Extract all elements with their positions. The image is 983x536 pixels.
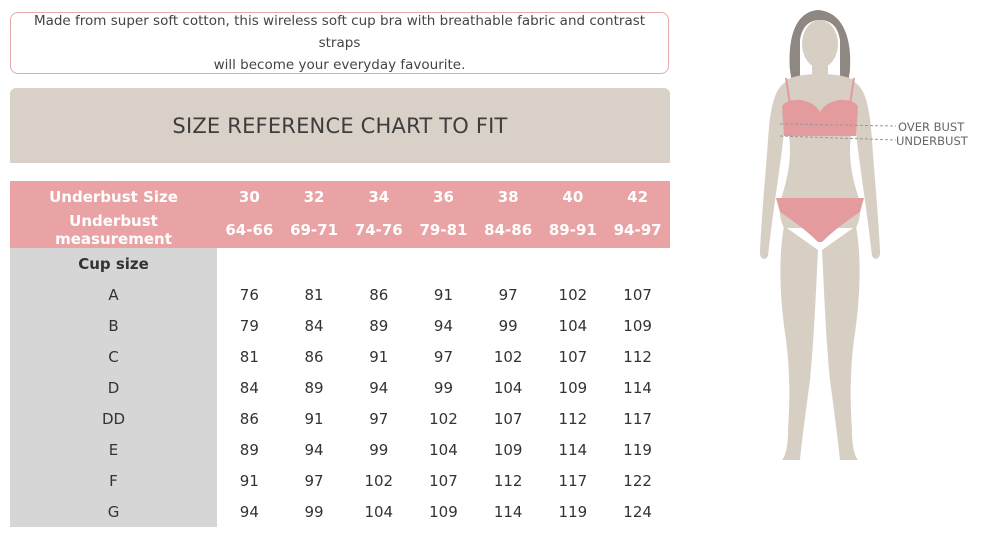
cup-size-label: Cup size — [10, 248, 217, 279]
bust-measurement-cell: 114 — [493, 502, 523, 521]
cup-size-cell: G — [10, 496, 217, 527]
bust-measurement-cell: 94 — [433, 316, 453, 335]
cup-row — [10, 434, 670, 465]
bust-measurement-cell: 104 — [558, 316, 588, 335]
bust-measurement-cell: 122 — [623, 471, 652, 490]
cup-size-cell: DD — [10, 403, 217, 434]
bust-measurement-cell: 89 — [369, 316, 389, 335]
bust-measurement-cell: 94 — [369, 378, 389, 397]
bust-measurement-cell: 109 — [623, 316, 652, 335]
bust-measurement-cell: 97 — [369, 409, 389, 428]
size-cell: 32 — [282, 181, 347, 212]
bust-measurement-cell: 94 — [239, 502, 259, 521]
bust-measurement-cell: 104 — [429, 440, 458, 459]
bust-measurement-cell: 107 — [429, 471, 458, 490]
cup-size-cell: B — [10, 310, 217, 341]
cup-row — [10, 465, 670, 496]
size-cell: 40 — [541, 181, 606, 212]
bust-measurement-cell: 81 — [239, 347, 259, 366]
bust-measurement-cell: 109 — [493, 440, 523, 459]
cup-row — [10, 372, 670, 403]
bust-measurement-cell: 86 — [304, 347, 324, 366]
size-chart-table-wrap — [10, 181, 670, 527]
measurement-cell: 69-71 — [282, 212, 347, 248]
bust-measurement-cell: 114 — [623, 378, 652, 397]
bust-measurement-cell: 112 — [493, 471, 523, 490]
bust-measurement-cell: 99 — [304, 502, 324, 521]
bust-measurement-cell: 94 — [304, 440, 324, 459]
bust-measurement-cell: 102 — [558, 285, 588, 304]
bust-measurement-cell: 107 — [623, 285, 652, 304]
cup-row — [10, 341, 670, 372]
cup-row — [10, 403, 670, 434]
bust-measurement-cell: 112 — [558, 409, 588, 428]
size-cell: 30 — [217, 181, 282, 212]
measurement-cell: 64-66 — [217, 212, 282, 248]
bust-measurement-cell: 79 — [239, 316, 259, 335]
bust-measurement-cell: 114 — [558, 440, 588, 459]
underbust-size-row — [10, 181, 670, 212]
bust-measurement-cell: 104 — [493, 378, 523, 397]
bust-measurement-cell: 99 — [369, 440, 389, 459]
bust-measurement-cell: 107 — [493, 409, 523, 428]
bust-measurement-cell: 91 — [369, 347, 389, 366]
bust-measurement-cell: 119 — [558, 502, 588, 521]
head-shape — [802, 20, 838, 68]
underbust-size-label: Underbust Size — [10, 181, 217, 212]
size-cell: 38 — [476, 181, 541, 212]
bust-measurement-cell: 109 — [429, 502, 458, 521]
size-chart-title-text: SIZE REFERENCE CHART TO FIT — [172, 113, 508, 138]
bust-measurement-cell: 99 — [433, 378, 453, 397]
bust-measurement-cell: 109 — [558, 378, 588, 397]
right-leg-shape — [822, 226, 860, 460]
cup-row — [10, 310, 670, 341]
bust-measurement-cell: 119 — [623, 440, 652, 459]
body-figure-svg — [730, 0, 983, 532]
bust-measurement-cell: 107 — [558, 347, 588, 366]
bust-measurement-cell: 97 — [304, 471, 324, 490]
underbust-figure-label: UNDERBUST — [896, 134, 968, 148]
bust-measurement-cell: 117 — [623, 409, 652, 428]
cup-size-header-row — [10, 248, 670, 279]
measurement-cell: 89-91 — [541, 212, 606, 248]
bust-measurement-cell: 99 — [498, 316, 518, 335]
measurement-cell: 84-86 — [476, 212, 541, 248]
bust-measurement-cell: 102 — [493, 347, 523, 366]
bust-measurement-cell: 86 — [239, 409, 259, 428]
bust-measurement-cell: 91 — [433, 285, 453, 304]
measurement-cell: 74-76 — [346, 212, 411, 248]
bust-measurement-cell: 76 — [239, 285, 259, 304]
bust-measurement-cell: 102 — [364, 471, 394, 490]
body-figure-illustration — [730, 0, 983, 532]
cup-row — [10, 279, 670, 310]
size-cell: 42 — [605, 181, 670, 212]
size-chart-table — [10, 181, 670, 527]
bust-measurement-cell: 112 — [623, 347, 652, 366]
size-cell: 34 — [346, 181, 411, 212]
cup-size-cell: A — [10, 279, 217, 310]
size-chart-title — [10, 88, 670, 163]
bust-measurement-cell: 84 — [304, 316, 324, 335]
description-line-1: Made from super soft cotton, this wireless soft cup bra with breathable fabric and contrast straps — [33, 13, 646, 51]
size-cell: 36 — [411, 181, 476, 212]
description-line-2: will become your everyday favourite. — [213, 57, 466, 73]
measurement-cell: 79-81 — [411, 212, 476, 248]
cup-size-cell: C — [10, 341, 217, 372]
cup-size-cell: D — [10, 372, 217, 403]
bust-measurement-cell: 84 — [239, 378, 259, 397]
bust-measurement-cell: 91 — [304, 409, 324, 428]
over-bust-label: OVER BUST — [898, 120, 965, 134]
bust-measurement-cell: 86 — [369, 285, 389, 304]
underbust-measurement-label: Underbust measurement — [10, 212, 217, 248]
underbust-measurement-row — [10, 212, 670, 248]
bust-measurement-cell: 91 — [239, 471, 259, 490]
measurement-cell: 94-97 — [605, 212, 670, 248]
cup-row — [10, 496, 670, 527]
bust-measurement-cell: 81 — [304, 285, 324, 304]
product-description — [10, 12, 669, 74]
bust-measurement-cell: 124 — [623, 502, 652, 521]
bust-measurement-cell: 117 — [558, 471, 588, 490]
cup-size-cell: E — [10, 434, 217, 465]
bust-measurement-cell: 104 — [364, 502, 394, 521]
bust-measurement-cell: 97 — [433, 347, 453, 366]
cup-size-cell: F — [10, 465, 217, 496]
bust-measurement-cell: 89 — [239, 440, 259, 459]
bust-measurement-cell: 89 — [304, 378, 324, 397]
bust-measurement-cell: 102 — [429, 409, 458, 428]
bust-measurement-cell: 97 — [498, 285, 518, 304]
left-leg-shape — [780, 226, 818, 460]
